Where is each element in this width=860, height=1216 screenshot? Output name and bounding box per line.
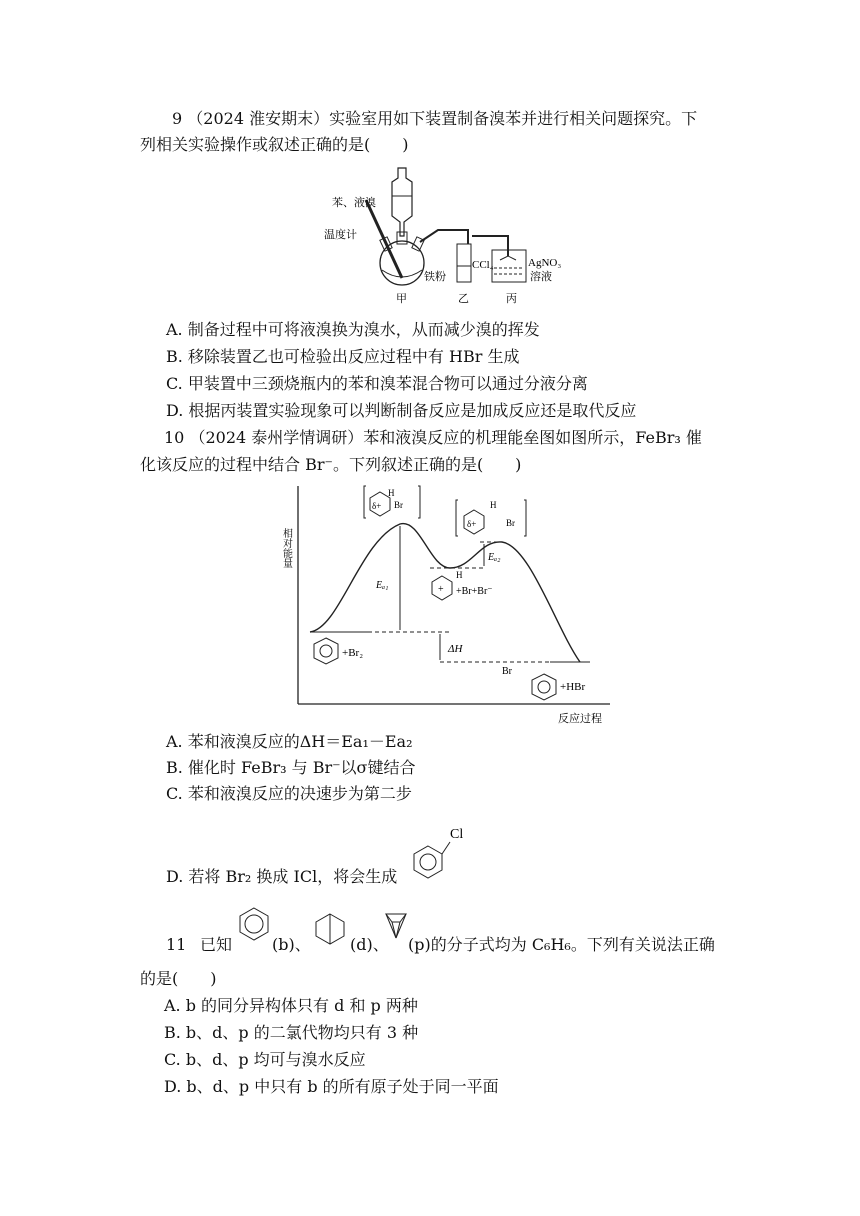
ea2-label: Eₐ₂ bbox=[488, 552, 501, 563]
q10-line1 bbox=[164, 427, 702, 449]
product-br: Br bbox=[502, 666, 512, 677]
cl-label: Cl bbox=[450, 827, 464, 842]
benzene-b-structure bbox=[236, 904, 272, 944]
q11-stem2: 的是( ) bbox=[140, 969, 217, 988]
product-label: +HBr bbox=[560, 681, 586, 693]
q11-number: 11 bbox=[166, 935, 187, 954]
q9-option-c: C. 甲装置中三颈烧瓶内的苯和溴苯混合物可以通过分液分离 bbox=[166, 374, 588, 393]
q9-option-a: A. 制备过程中可将液溴换为溴水，从而减少溴的挥发 bbox=[166, 320, 540, 339]
q11-pre: 已知 bbox=[200, 935, 233, 954]
chlorobenzene-structure bbox=[404, 818, 474, 886]
label-iron: 铁粉 bbox=[424, 271, 446, 283]
ts1-br: Br bbox=[394, 500, 403, 510]
ts1-h: H bbox=[388, 488, 395, 498]
q11-option-d: D. b、d、p 中只有 b 的所有原子处于同一平面 bbox=[164, 1077, 499, 1096]
ts2-delta: δ+ bbox=[467, 519, 477, 529]
q10-energy-diagram bbox=[280, 478, 620, 728]
q11-option-c: C. b、d、p 均可与溴水反应 bbox=[164, 1050, 366, 1069]
ts2-br: Br bbox=[506, 518, 515, 528]
q10-option-a: A. 苯和液溴反应的ΔH＝Ea₁－Ea₂ bbox=[166, 732, 413, 751]
label-yi: 乙 bbox=[458, 293, 469, 305]
q11-d: (d)、 bbox=[350, 935, 389, 954]
dh-label: ΔH bbox=[448, 643, 463, 655]
q9-option-b: B. 移除装置乙也可检验出反应过程中有 HBr 生成 bbox=[166, 347, 520, 366]
q10-stem1: 苯和液溴反应的机理能垒图如图所示，FeBr₃ 催 bbox=[363, 428, 702, 447]
q10-stem2: 化该反应的过程中结合 Br⁻。下列叙述正确的是( ) bbox=[140, 455, 522, 474]
q10-option-d: D. 若将 Br₂ 换成 ICl，将会生成 bbox=[166, 867, 398, 886]
q9-apparatus-figure bbox=[320, 160, 580, 310]
q10-option-b: B. 催化时 FeBr₃ 与 Br⁻以σ键结合 bbox=[166, 758, 416, 777]
q11-p: (p)的分子式均为 C₆H₆。下列有关说法正确 bbox=[408, 935, 715, 954]
label-thermometer: 温度计 bbox=[324, 229, 357, 241]
q9-source: （2024 淮安期末） bbox=[187, 109, 330, 128]
label-jia: 甲 bbox=[396, 293, 407, 305]
q9-option-d: D. 根据丙装置实验现象可以判断制备反应是加成反应还是取代反应 bbox=[166, 401, 637, 420]
y-axis-label: 相对能量 bbox=[280, 528, 292, 568]
label-ccl4: CCl₄ bbox=[472, 259, 494, 271]
label-bing: 丙 bbox=[506, 293, 517, 305]
label-solution: 溶液 bbox=[530, 271, 552, 283]
q9-stem2: 列相关实验操作或叙述正确的是( ) bbox=[140, 135, 409, 154]
q10-option-c: C. 苯和液溴反应的决速步为第二步 bbox=[166, 784, 412, 803]
label-reagents: 苯、液溴 bbox=[332, 197, 376, 209]
ts2-h: H bbox=[490, 500, 497, 510]
intermediate-plus: + bbox=[438, 584, 444, 595]
q10-number: 10 bbox=[164, 428, 185, 447]
q9-stem1: 实验室用如下装置制备溴苯并进行相关问题探究。下 bbox=[329, 109, 698, 128]
q9-number: 9 bbox=[172, 109, 183, 128]
q9-line1 bbox=[172, 108, 697, 130]
reactant-label: +Br₂ bbox=[342, 647, 364, 659]
prismane-p-structure bbox=[384, 910, 408, 944]
dewar-d-structure bbox=[312, 912, 348, 946]
q11-option-a: A. b 的同分异构体只有 d 和 p 两种 bbox=[164, 996, 418, 1015]
q11-b: (b)、 bbox=[272, 935, 311, 954]
intermediate-label: +Br+Br⁻ bbox=[456, 586, 493, 597]
q11-option-b: B. b、d、p 的二氯代物均只有 3 种 bbox=[164, 1023, 419, 1042]
q10-source: （2024 泰州学情调研） bbox=[189, 428, 364, 447]
intermediate-h: H bbox=[456, 570, 463, 580]
ea1-label: Eₐ₁ bbox=[376, 580, 389, 591]
x-axis-label: 反应过程 bbox=[558, 713, 602, 725]
ts1-delta: δ+ bbox=[372, 501, 382, 511]
label-agno3: AgNO₃ bbox=[528, 257, 562, 269]
